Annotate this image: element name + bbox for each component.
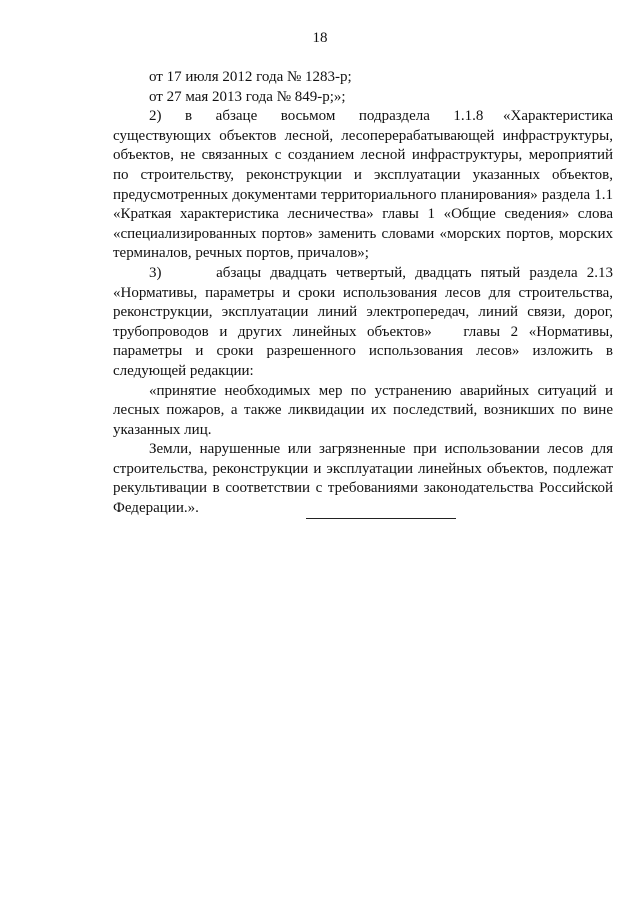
paragraph-order-2012: от 17 июля 2012 года № 1283-р; — [149, 69, 352, 85]
paragraph-item-2: 2) в абзаце восьмом подраздела 1.1.8 «Характеристика существующих объектов лесной, лесоперерабатывающей инфраструктуры, объектов, не связанных с созданием лесной инфраструктуры, мероприятий по строительству, реконструкции и эксплуатации указанных объектов, предусмотренных документами территориального планирования» раздела 1.1 «Краткая характеристика лесничества» главы 1 «Общие сведения» слова «специализированных портов» заменить словами «морских портов, морских терминалов, речных портов, причалов»; — [113, 108, 613, 262]
paragraph-item-3: 3) абзацы двадцать четвертый, двадцать пятый раздела 2.13 «Нормативы, параметры и сроки использования лесов для строительства, реконструкции, эксплуатации линий электропередач, линий связи, дорог, трубопроводов и других линейных объектов» главы 2 «Нормативы, параметры и сроки разрешенного использования лесов» изложить в следующей редакции: — [113, 264, 613, 379]
paragraph-quote-measures: «принятие необходимых мер по устранению аварийных ситуаций и лесных пожаров, а также ликвидации их последствий, возникших по вине указанных лиц. — [113, 382, 613, 438]
page-number: 18 — [312, 30, 328, 46]
paragraph-quote-lands: Земли, нарушенные или загрязненные при использовании лесов для строительства, реконструкции и эксплуатации линейных объектов, подлежат рекультивации в соответствии с требованиями законодательства Российской Федерации.». — [113, 441, 613, 517]
closing-rule — [306, 518, 456, 519]
document-body — [113, 68, 613, 519]
paragraph-order-2013: от 27 мая 2013 года № 849-р;»; — [149, 88, 346, 105]
